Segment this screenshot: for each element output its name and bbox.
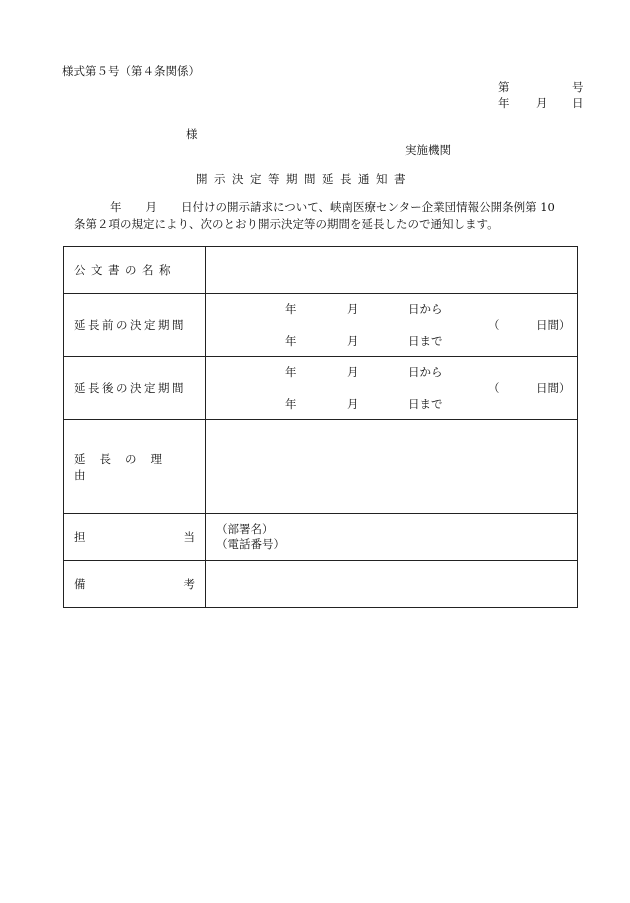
before-from-day: 日から [408,302,443,316]
row-after-period [64,357,578,420]
intro-line-2: 条第２項の規定により、次のとおり開示決定等の期間を延長したので通知します。 [74,217,499,231]
before-days-open: （ [488,318,500,332]
row-reason [64,420,578,514]
form-number: 様式第５号（第４条関係） [62,64,200,78]
before-period-label: 延長前の決定期間 [74,318,186,332]
document-name-value [206,247,578,294]
before-to-year: 年 [285,334,297,348]
reason-value [206,420,578,514]
row-document-name [64,247,578,294]
before-period-value [206,294,578,357]
reason-label: 延長の理由 [74,451,176,482]
contact-label [74,529,195,545]
after-from-year: 年 [285,365,297,379]
remarks-value [206,561,578,608]
doc-number-suffix: 号 [572,80,584,94]
before-to-day: 日まで [408,334,443,348]
after-period-label-cell [64,357,206,420]
date-year: 年 [498,96,510,110]
remarks-label [74,576,195,592]
issuer-label: 実施機関 [405,143,451,157]
contact-department: （部署名） [216,522,274,536]
after-to-year: 年 [285,397,297,411]
after-from-month: 月 [347,365,359,379]
reason-label-cell [64,420,206,514]
contact-label-left: 担 [74,530,86,544]
remarks-label-cell [64,561,206,608]
document-name-label: 公文書の名称 [74,263,176,277]
contact-label-right: 当 [183,530,195,544]
after-days-close: 日間） [536,381,571,395]
notice-table [63,246,578,608]
before-to-month: 月 [347,334,359,348]
addressee-honorific: 様 [186,127,198,141]
after-to-month: 月 [347,397,359,411]
row-remarks [64,561,578,608]
doc-number-prefix: 第 [498,80,510,94]
before-period-label-cell [64,294,206,357]
date-day: 日 [572,96,584,110]
before-days-close: 日間） [536,318,571,332]
after-period-label: 延長後の決定期間 [74,381,186,395]
intro-paragraph [62,199,582,233]
intro-line1-text: 日付けの開示請求について、峡南医療センター企業団情報公開条例第 10 [181,200,555,214]
remarks-label-left: 備 [74,577,86,591]
after-to-day: 日まで [408,397,443,411]
row-before-period [64,294,578,357]
after-days-open: （ [488,381,500,395]
contact-label-cell [64,514,206,561]
contact-phone: （電話番号） [216,537,285,551]
before-from-year: 年 [285,302,297,316]
contact-value [206,514,578,561]
after-period-value [206,357,578,420]
intro-year: 年 [110,200,122,214]
intro-line-1 [62,199,582,216]
before-from-month: 月 [347,302,359,316]
date-month: 月 [536,96,548,110]
document-name-label-cell [64,247,206,294]
intro-month: 月 [145,200,157,214]
after-from-day: 日から [408,365,443,379]
document-title: 開示決定等期間延長通知書 [196,172,412,186]
row-contact [64,514,578,561]
remarks-label-right: 考 [183,577,195,591]
